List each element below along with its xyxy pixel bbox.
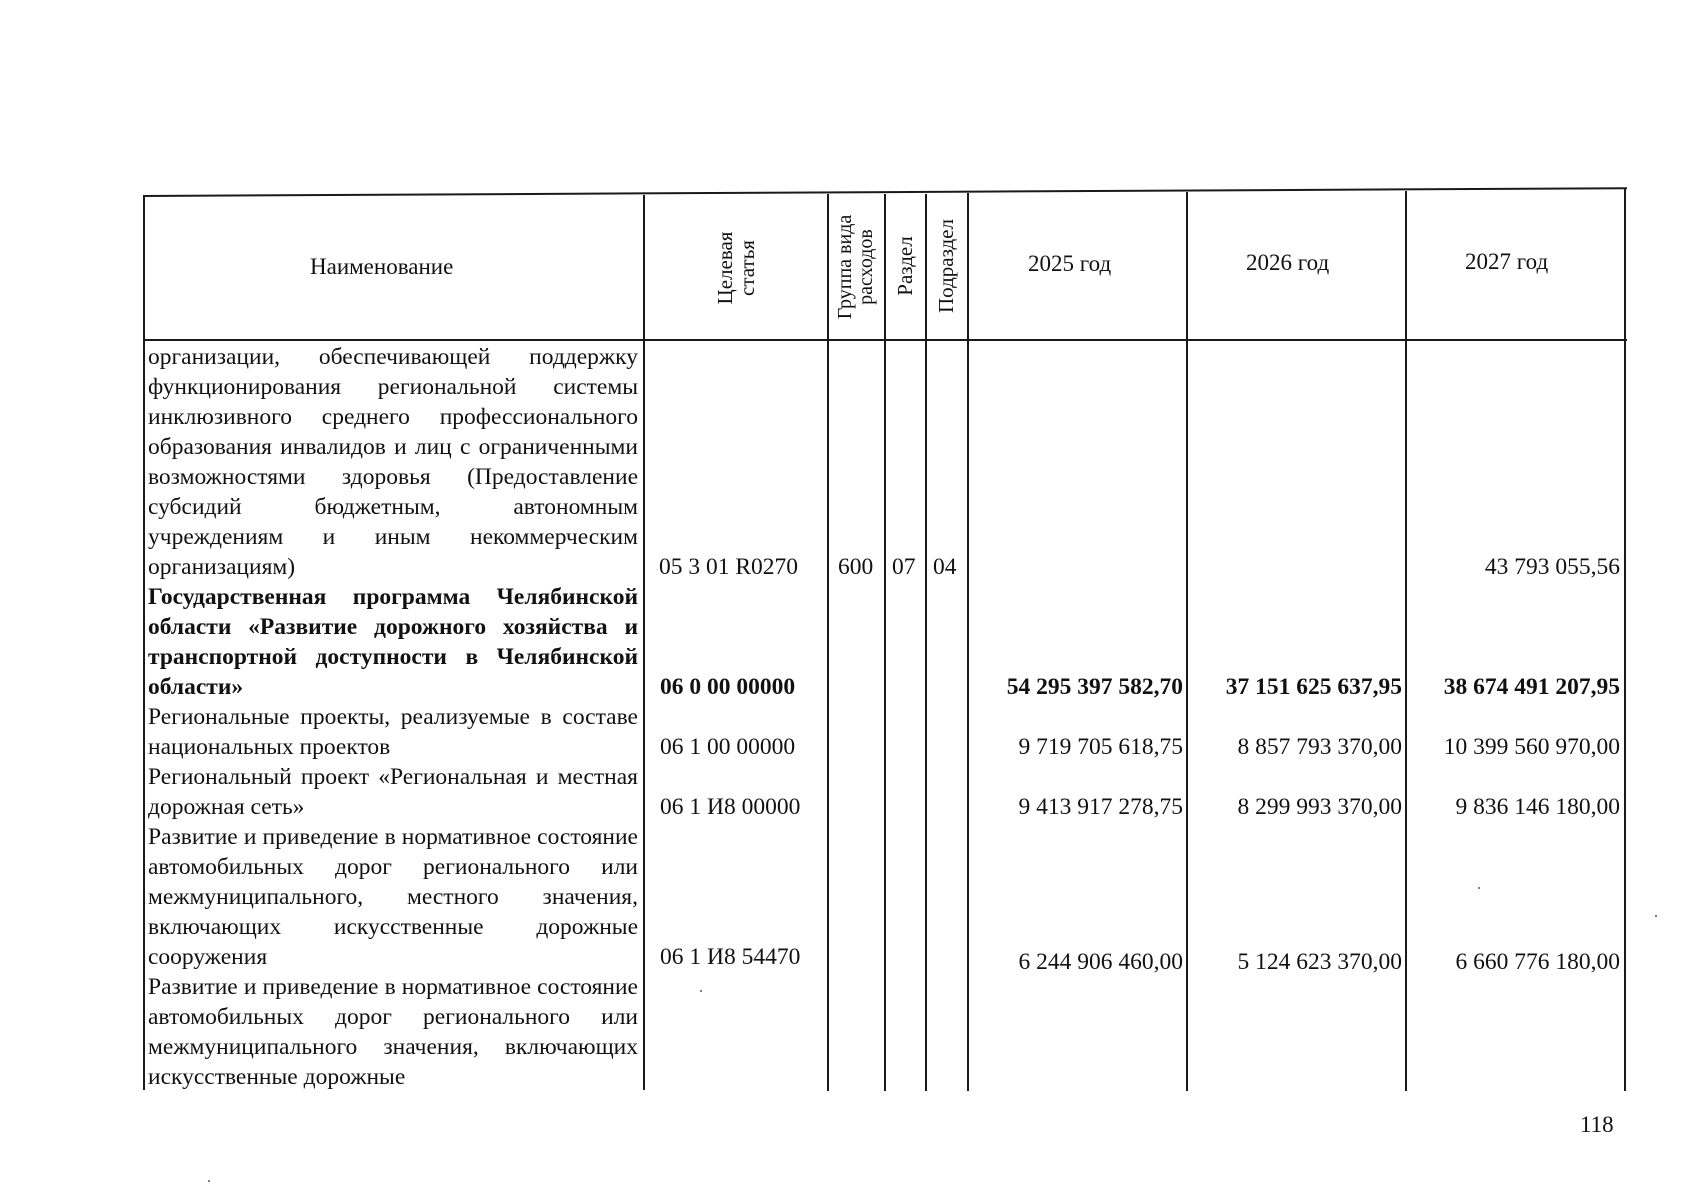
header-target-article-line2: статья: [735, 240, 759, 296]
header-expense-group-line1: Группа вида: [834, 214, 856, 320]
row-name-1: Государственная программа Челябинской области «Развитие дорожного хозяйства и транспортной доступности в Челябинской области»: [148, 584, 638, 700]
row-2027-0: 43 793 055,56: [1484, 554, 1620, 580]
row-2027-3: 9 836 146 180,00: [1455, 794, 1620, 820]
row-name-5: Развитие и приведение в нормативное состояние автомобильных дорог регионального или межмуниципального значения, включающих искусственные дорожные: [148, 974, 638, 1090]
row-2027-2: 10 399 560 970,00: [1443, 734, 1620, 760]
col-border-name: [643, 195, 645, 1090]
col-border-right: [1624, 189, 1626, 1091]
header-year-2025: 2025 год: [1028, 251, 1112, 276]
col-border-section: [925, 194, 927, 1091]
row-2026-1: 37 151 625 637,95: [1225, 674, 1402, 700]
row-code-3: 06 1 И8 00000: [660, 794, 801, 820]
header-target-article-line1: Целевая: [713, 231, 737, 305]
name-column: [148, 342, 638, 1092]
header-section: Раздел: [893, 236, 917, 296]
header-expense-group: [835, 215, 877, 320]
page-number: 118: [1580, 1112, 1614, 1137]
row-section-0: 07: [892, 554, 916, 580]
row-2025-4: 6 244 906 460,00: [1018, 949, 1183, 975]
col-border-2025: [1186, 192, 1188, 1091]
row-2025-3: 9 413 917 278,75: [1018, 794, 1183, 820]
row-2026-3: 8 299 993 370,00: [1237, 794, 1402, 820]
row-2025-1: 54 295 397 582,70: [1006, 674, 1183, 700]
scan-speck: [208, 1180, 210, 1182]
row-name-2: Региональные проекты, реализуемые в составе национальных проектов: [148, 704, 638, 760]
row-name-4: Развитие и приведение в нормативное состояние автомобильных дорог регионального или межмуниципального, местного значения, включающих искусственные дорожные сооружения: [148, 824, 638, 970]
row-code-0: 05 3 01 R0270: [659, 554, 799, 580]
header-subsection: Подраздел: [934, 219, 958, 313]
scan-speck: [1478, 887, 1480, 889]
row-group-0: 600: [838, 554, 874, 580]
header-name: Наименование: [310, 254, 454, 279]
header-year-2026: 2026 год: [1246, 250, 1330, 275]
row-2026-2: 8 857 793 370,00: [1237, 734, 1402, 760]
col-border-group: [884, 194, 886, 1091]
scan-speck: [1655, 915, 1657, 917]
row-2026-4: 5 124 623 370,00: [1237, 949, 1402, 975]
col-border-left: [143, 195, 145, 1090]
header-expense-group-line2: расходов: [855, 229, 877, 305]
header-target-article: [714, 232, 758, 305]
scan-speck: [700, 990, 702, 992]
row-name-3: Региональный проект «Региональная и местная дорожная сеть»: [148, 764, 638, 820]
col-border-subsection: [967, 193, 969, 1091]
row-subsection-0: 04: [933, 554, 957, 580]
col-border-2026: [1405, 191, 1407, 1091]
row-2027-4: 6 660 776 180,00: [1455, 949, 1620, 975]
col-border-code: [827, 194, 829, 1091]
row-name-0: организации, обеспечивающей поддержку функционирования региональной системы инклюзивного среднего профессионального образования инвалидов и лиц с ограниченными возможностями здоровья (Предоставление субсидий бюджетным, автономным учреждениям и иным некоммерческим организациям): [148, 344, 638, 580]
row-code-4: 06 1 И8 54470: [660, 944, 801, 970]
row-code-2: 06 1 00 00000: [660, 734, 796, 760]
row-2027-1: 38 674 491 207,95: [1443, 674, 1620, 700]
row-code-1: 06 0 00 00000: [660, 674, 796, 700]
header-year-2027: 2027 год: [1465, 249, 1549, 274]
row-2025-2: 9 719 705 618,75: [1018, 734, 1183, 760]
